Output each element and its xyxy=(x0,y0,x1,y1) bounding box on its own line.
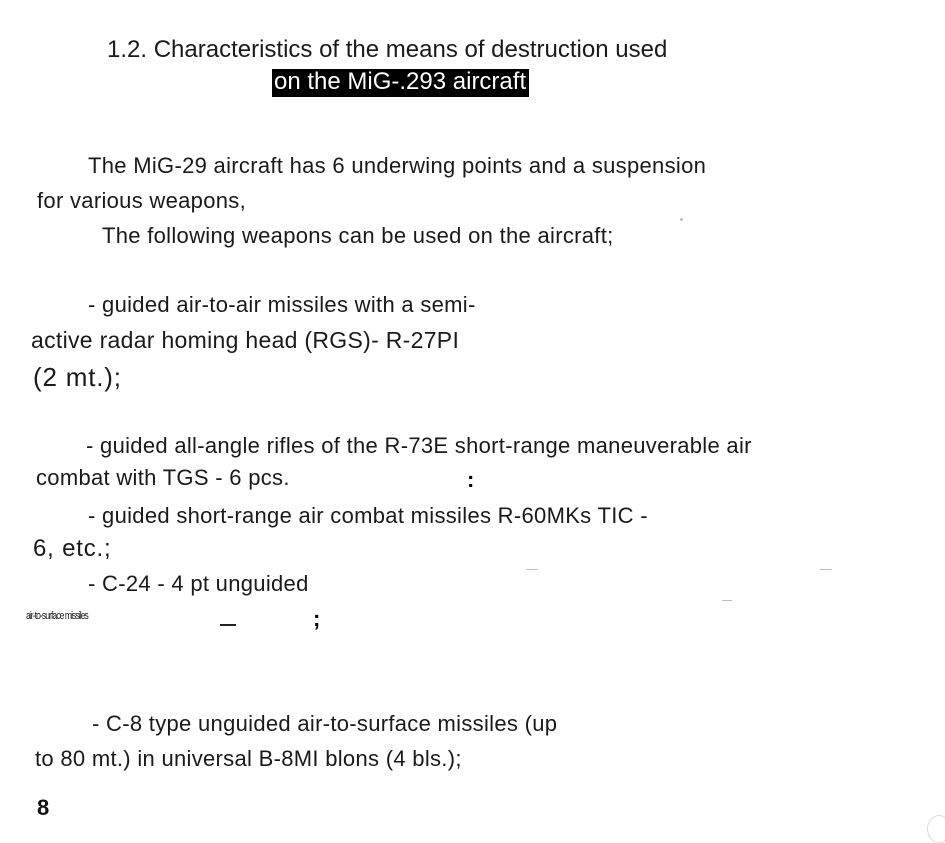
page-corner-artifact xyxy=(927,815,945,843)
item-r73-line-1: - guided all-angle rifles of the R-73E short-range maneuverable air xyxy=(86,433,752,458)
section-heading-line-2-highlighted: on the MiG-.293 aircraft xyxy=(272,69,529,97)
item-r73-line-2: combat with TGS - 6 pcs. xyxy=(36,465,290,490)
item-r60-line-1: - guided short-range air combat missiles R-60MKs TIC - xyxy=(88,503,648,528)
stray-semicolon-mark: ; xyxy=(313,606,321,631)
intro-line-2: for various weapons, xyxy=(37,188,246,213)
page-number: 8 xyxy=(37,795,50,820)
item-c24-line-1: - C-24 - 4 pt unguided xyxy=(88,571,309,596)
item-r27-line-3: (2 mt.); xyxy=(33,362,122,392)
item-r27-line-2: active radar homing head (RGS)- R-27PI xyxy=(31,327,460,353)
intro-line-1: The MiG-29 aircraft has 6 underwing points and a suspension xyxy=(88,153,707,178)
stray-colon-mark: : xyxy=(467,467,475,492)
scan-speck xyxy=(722,600,732,601)
scan-speck xyxy=(680,218,683,221)
stray-dash-mark xyxy=(220,624,236,626)
section-heading-line-1: 1.2. Characteristics of the means of destruction used xyxy=(107,36,668,63)
item-c24-small-note: air-to-surface missiles xyxy=(26,610,88,622)
item-c8-line-1: - C-8 type unguided air-to-surface missiles (up xyxy=(92,711,558,736)
scan-speck xyxy=(820,569,832,570)
item-r60-line-2: 6, etc.; xyxy=(33,535,112,562)
scan-speck xyxy=(526,569,538,570)
intro-line-3: The following weapons can be used on the aircraft; xyxy=(102,223,614,248)
item-r27-line-1: - guided air-to-air missiles with a semi- xyxy=(88,292,476,317)
item-c8-line-2: to 80 mt.) in universal B-8MI blons (4 bls.); xyxy=(35,746,462,771)
